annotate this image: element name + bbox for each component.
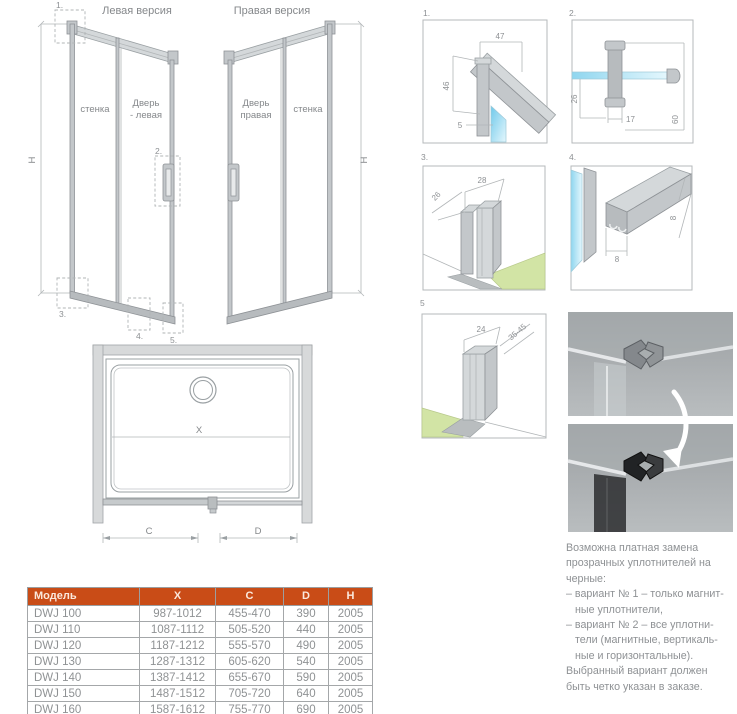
cell-c: 705-720	[216, 686, 284, 702]
cell-x: 1187-1212	[140, 638, 216, 654]
dim-24-label: 24	[476, 325, 486, 334]
note-line: прозрачных уплотнителей на	[566, 557, 711, 570]
note-line: быть четко указан в заказе.	[566, 680, 703, 693]
detail-5-wall-profile-vertical	[418, 296, 550, 446]
glass-pane	[571, 170, 582, 272]
door-versions-diagram	[25, 0, 390, 345]
note-line: черные:	[566, 572, 606, 585]
callout-1-label: 1.	[56, 0, 64, 10]
cell-c: 555-570	[216, 638, 284, 654]
dim-8-height-label: 8	[669, 215, 678, 221]
photo-transparent-seals	[568, 312, 733, 416]
detail-1-number: 1.	[423, 8, 431, 18]
table-row	[28, 686, 373, 702]
cell-x: 1087-1112	[140, 622, 216, 638]
cell-c: 505-520	[216, 622, 284, 638]
header-model: Модель	[28, 588, 140, 606]
photo-black-seals	[568, 424, 733, 532]
profile-pair	[461, 201, 501, 278]
door-track	[103, 497, 302, 513]
table-header-row	[28, 588, 373, 606]
cell-c: 455-470	[216, 606, 284, 622]
dim-47-label: 47	[495, 32, 505, 41]
detail-3-wall-profile	[418, 150, 550, 296]
dim-46-label: 46	[442, 81, 451, 91]
cell-model: DWJ 110	[28, 622, 140, 638]
header-d: D	[284, 588, 329, 606]
cell-h: 2005	[329, 670, 373, 686]
detail-2-number: 2.	[569, 8, 577, 18]
note-line: тели (магнитные, вертикаль-	[575, 634, 718, 647]
cell-x: 987-1012	[140, 606, 216, 622]
height-dim-label-right: H	[359, 156, 370, 164]
dim-60-label: 60	[671, 115, 680, 124]
dim-5-label: 5	[457, 121, 463, 130]
dim-17-label: 17	[626, 115, 635, 124]
cell-model: DWJ 130	[28, 654, 140, 670]
profile-bar	[463, 346, 497, 420]
note-line: – вариант № 2 – все уплотни-	[566, 619, 714, 632]
right-door-label-line1: Дверь	[242, 98, 270, 109]
cell-h: 2005	[329, 638, 373, 654]
left-door-label-line1: Дверь	[132, 98, 160, 109]
seal-photos	[566, 308, 737, 536]
cell-h: 2005	[329, 622, 373, 638]
dim-8-width-label: 8	[614, 255, 620, 264]
dim-28-label: 28	[477, 176, 487, 185]
right-version-title: Правая версия	[233, 5, 311, 17]
table-row	[28, 702, 373, 714]
cell-model: DWJ 160	[28, 702, 140, 714]
note-line: Возможна платная замена	[566, 542, 699, 554]
note-line: Выбранный вариант должен	[566, 665, 708, 678]
dim-26-label: 26	[429, 189, 443, 203]
table-row	[28, 654, 373, 670]
dim-d-label: D	[254, 526, 262, 537]
detail-5-number: 5	[420, 298, 425, 308]
cell-c: 655-670	[216, 670, 284, 686]
left-wall-label: стенка	[80, 104, 110, 115]
header-c: C	[216, 588, 284, 606]
cell-x: 1287-1312	[140, 654, 216, 670]
left-door-geometry	[38, 21, 178, 324]
dim-c	[103, 526, 198, 543]
handle-end-knob	[667, 69, 680, 83]
top-view-diagram	[85, 336, 320, 548]
dim-d	[220, 526, 297, 543]
cell-x: 1387-1412	[140, 670, 216, 686]
right-door-geometry	[224, 21, 364, 324]
dim-c-label: C	[145, 526, 153, 537]
detail-3-number: 3.	[421, 152, 429, 162]
table-row	[28, 670, 373, 686]
shower-tray	[106, 359, 299, 498]
cell-model: DWJ 140	[28, 670, 140, 686]
left-version-title: Левая версия	[102, 5, 172, 17]
table-row	[28, 606, 373, 622]
table-row	[28, 622, 373, 638]
cell-d: 590	[284, 670, 329, 686]
dim-35-45-label: 35-45	[506, 322, 529, 343]
cell-c: 755-770	[216, 702, 284, 714]
callout-2-label: 2.	[155, 146, 163, 156]
left-door-label-line2: - левая	[130, 110, 162, 121]
detail-4-number: 4.	[569, 152, 577, 162]
header-x: X	[140, 588, 216, 606]
cell-d: 490	[284, 638, 329, 654]
handle-bar	[605, 41, 625, 107]
cell-c: 605-620	[216, 654, 284, 670]
cell-d: 540	[284, 654, 329, 670]
wall-strip	[584, 168, 596, 262]
cell-x: 1487-1512	[140, 686, 216, 702]
cell-h: 2005	[329, 606, 373, 622]
table-row	[28, 638, 373, 654]
cell-h: 2005	[329, 686, 373, 702]
model-dimensions-table	[27, 587, 373, 714]
cell-model: DWJ 150	[28, 686, 140, 702]
height-dim-label-left: H	[27, 156, 38, 164]
cell-d: 640	[284, 686, 329, 702]
callout-4-label: 4.	[136, 331, 144, 341]
note-line: ные уплотнители,	[575, 603, 663, 616]
cell-h: 2005	[329, 702, 373, 714]
detail-2-handle	[566, 6, 696, 146]
detail-1-top-profile	[420, 6, 550, 146]
header-h: H	[329, 588, 373, 606]
cell-x: 1587-1612	[140, 702, 216, 714]
right-wall-label: стенка	[293, 104, 323, 115]
width-x-label: X	[195, 425, 203, 436]
note-line: ные и горизонтальные).	[575, 649, 694, 662]
callout-5-label: 5.	[170, 335, 178, 345]
cell-d: 440	[284, 622, 329, 638]
right-door-label-line2: правая	[240, 110, 272, 121]
note-line: – вариант № 1 – только магнит-	[566, 588, 724, 601]
dim-26-label: 26	[570, 94, 579, 104]
cell-model: DWJ 100	[28, 606, 140, 622]
seal-replacement-note	[566, 541, 737, 695]
cell-d: 690	[284, 702, 329, 714]
callout-3-label: 3.	[59, 309, 67, 319]
detail-4-bottom-rail	[566, 150, 696, 296]
cell-h: 2005	[329, 654, 373, 670]
cell-d: 390	[284, 606, 329, 622]
cell-model: DWJ 120	[28, 638, 140, 654]
